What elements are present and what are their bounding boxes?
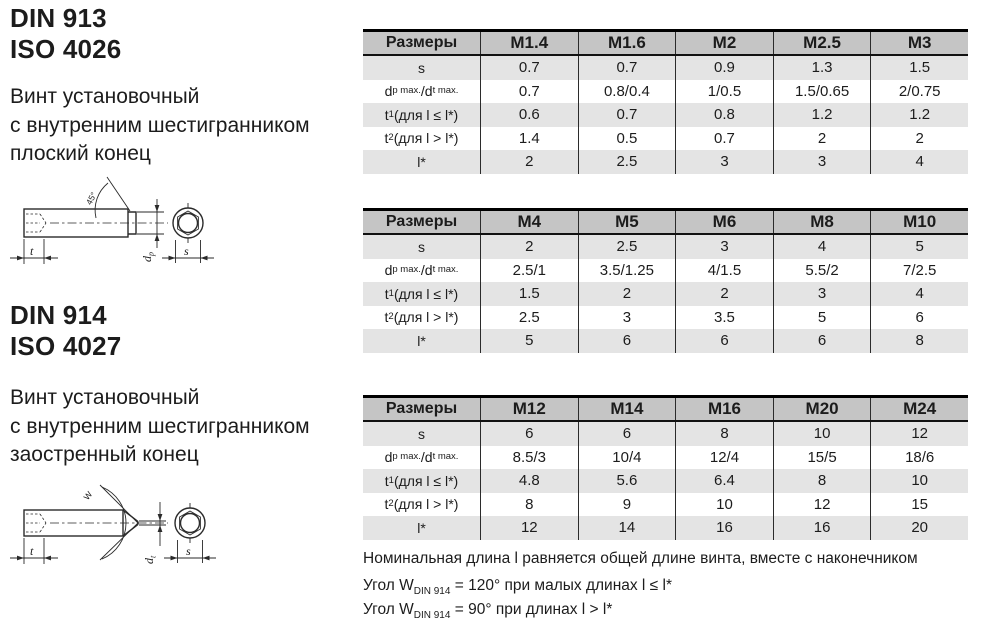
row-label: t 2 (для l > l*) <box>384 309 459 326</box>
column-header-size: M1.4 <box>480 32 578 54</box>
t-dimension <box>10 538 58 564</box>
cell-value: 2.5 <box>578 235 676 259</box>
table-row <box>363 80 968 104</box>
dim-label-s: s <box>186 544 191 558</box>
cell-value: 4 <box>773 235 871 259</box>
cell-value: 16 <box>675 516 773 540</box>
table-row <box>363 306 968 330</box>
table-header-row <box>363 208 968 235</box>
description-line: с внутренним шестигранником <box>10 113 310 137</box>
table-header-row <box>363 29 968 56</box>
row-label: t 1 (для l ≤ l*) <box>384 472 459 489</box>
set-screw-flat-point-drawing <box>0 172 250 277</box>
cell-value: 10 <box>773 422 871 446</box>
cell-value: 1.5/0.65 <box>773 80 871 104</box>
cell-value: 8 <box>675 422 773 446</box>
angle-45-label: 45° <box>83 190 99 207</box>
column-header-size: M10 <box>870 211 968 233</box>
standard-heading-din913 <box>10 3 360 65</box>
cell-value: 12 <box>480 516 578 540</box>
chamfer-angle-annotation <box>84 177 130 218</box>
subscript: DIN 914 <box>413 586 451 598</box>
standard-din-number: DIN 914 <box>10 300 107 330</box>
dimension-table-1 <box>363 29 968 174</box>
row-label: t 2 (для l > l*) <box>384 496 459 513</box>
cell-value: 0.9 <box>675 56 773 80</box>
table-header-row <box>363 395 968 422</box>
cell-value: 0.5 <box>578 127 676 151</box>
column-header-size: M1.6 <box>578 32 676 54</box>
table-row <box>363 103 968 127</box>
cell-value: 16 <box>773 516 871 540</box>
cell-value: 4/1.5 <box>675 259 773 283</box>
table-row <box>363 329 968 353</box>
row-label: t 2 (для l > l*) <box>384 130 459 147</box>
dt-dimension <box>139 502 166 564</box>
tables <box>363 0 968 628</box>
hex-socket-outline <box>178 211 199 235</box>
cell-value: 3.5 <box>675 306 773 330</box>
standard-iso-number: ISO 4026 <box>10 34 122 64</box>
cell-value: 2.5 <box>480 306 578 330</box>
row-label: s <box>418 425 425 442</box>
cell-value: 7/2.5 <box>870 259 968 283</box>
table-row <box>363 469 968 493</box>
cell-value: 4 <box>870 150 968 174</box>
cell-value: 12 <box>773 493 871 517</box>
column-header-size: M3 <box>870 32 968 54</box>
cell-value: 3 <box>675 235 773 259</box>
cell-value: 6 <box>773 329 871 353</box>
table-title-cell: Размеры <box>385 34 458 51</box>
cell-value: 6 <box>578 422 676 446</box>
dim-label-t: t <box>30 244 34 258</box>
description-line: плоский конец <box>10 142 151 165</box>
note-nominal-length: Номинальная длина l равняется общей длине винта, вместе с наконечником <box>363 550 918 567</box>
standard-iso-number: ISO 4027 <box>10 331 122 361</box>
cell-value: 5.5/2 <box>773 259 871 283</box>
cell-value: 5 <box>480 329 578 353</box>
row-label: l* <box>417 519 426 536</box>
row-label: d p max. /d t max. <box>384 449 459 466</box>
column-header-size: M2.5 <box>773 32 871 54</box>
column-header-size: M24 <box>870 398 968 420</box>
cell-value: 2.5/1 <box>480 259 578 283</box>
cell-value: 8.5/3 <box>480 446 578 470</box>
cell-value: 1.5 <box>480 282 578 306</box>
cell-value: 8 <box>773 469 871 493</box>
note-angle-120: Угол $W_{DIN 914} = 120^\circ$ при малых длинах l ≤ l* <box>363 577 672 598</box>
table-row <box>363 127 968 151</box>
table-row <box>363 493 968 517</box>
table-row <box>363 516 968 540</box>
note-angle-90: Угол $W_{DIN 914} = 90^\circ$ при длинах l > l* <box>363 601 613 622</box>
cell-value: 18/6 <box>870 446 968 470</box>
table-row <box>363 422 968 446</box>
cell-value: 4.8 <box>480 469 578 493</box>
standard-din-number: DIN 913 <box>10 3 107 33</box>
cell-value: 2 <box>480 235 578 259</box>
column-header-size: M14 <box>578 398 676 420</box>
angle-w-label: W <box>81 489 95 502</box>
table-row <box>363 150 968 174</box>
cell-value: 15/5 <box>773 446 871 470</box>
cell-value: 1.2 <box>870 103 968 127</box>
hex-socket-outline <box>180 511 201 535</box>
cell-value: 3.5/1.25 <box>578 259 676 283</box>
cell-value: 0.8 <box>675 103 773 127</box>
s-dimension <box>164 540 216 563</box>
end-view <box>173 203 203 243</box>
row-label: d p max. /d t max. <box>384 262 459 279</box>
cone-angle-annotation <box>81 485 138 560</box>
cell-value: 8 <box>870 329 968 353</box>
cell-value: 1.3 <box>773 56 871 80</box>
column-header-size: M5 <box>578 211 676 233</box>
table-row <box>363 235 968 259</box>
cell-value: 10/4 <box>578 446 676 470</box>
t-dimension <box>10 239 58 264</box>
cell-value: 10 <box>870 469 968 493</box>
cell-value: 10 <box>675 493 773 517</box>
cell-value: 0.7 <box>675 127 773 151</box>
column-header-size: M4 <box>480 211 578 233</box>
cell-value: 6 <box>480 422 578 446</box>
cell-value: 12 <box>870 422 968 446</box>
cell-value: 1/0.5 <box>675 80 773 104</box>
row-label: t 1 (для l ≤ l*) <box>384 285 459 302</box>
s-dimension <box>162 240 214 263</box>
cell-value: 2 <box>870 127 968 151</box>
row-label: s <box>418 59 425 76</box>
cell-value: 1.5 <box>870 56 968 80</box>
column-header-size: M2 <box>675 32 773 54</box>
cell-value: 2/0.75 <box>870 80 968 104</box>
cell-value: 5.6 <box>578 469 676 493</box>
cell-value: 3 <box>773 282 871 306</box>
cell-value: 9 <box>578 493 676 517</box>
column-header-size: M16 <box>675 398 773 420</box>
cell-value: 3 <box>675 150 773 174</box>
cell-value: 6 <box>675 329 773 353</box>
cell-value: 2.5 <box>578 150 676 174</box>
cell-value: 0.7 <box>578 103 676 127</box>
cell-value: 8 <box>480 493 578 517</box>
row-label: t 1 (для l ≤ l*) <box>384 106 459 123</box>
hex-socket-hidden-lines <box>26 514 46 532</box>
description-line: Винт установочный <box>10 85 200 108</box>
cell-value: 6 <box>578 329 676 353</box>
dp-dimension <box>137 199 164 262</box>
table-row <box>363 259 968 283</box>
cell-value: 3 <box>578 306 676 330</box>
description-line: заостренный конец <box>10 443 199 466</box>
cell-value: 5 <box>870 235 968 259</box>
description-flat-point <box>10 83 360 169</box>
cell-value: 3 <box>773 150 871 174</box>
column-header-size: M20 <box>773 398 871 420</box>
row-label: l* <box>417 153 426 170</box>
dimension-table-3 <box>363 395 968 540</box>
cell-value: 12/4 <box>675 446 773 470</box>
cell-value: 0.7 <box>578 56 676 80</box>
cell-value: 2 <box>675 282 773 306</box>
set-screw-cone-point-drawing <box>0 476 250 581</box>
cell-value: 0.6 <box>480 103 578 127</box>
dimension-table-2 <box>363 208 968 353</box>
dim-label-dp: $d_p$ <box>140 252 156 262</box>
cell-value: 4 <box>870 282 968 306</box>
dim-label-dt: $d_t$ <box>142 555 158 564</box>
table-row <box>363 56 968 80</box>
cell-value: 20 <box>870 516 968 540</box>
end-view <box>175 503 205 543</box>
description-line: Винт установочный <box>10 386 200 409</box>
cell-value: 0.8/0.4 <box>578 80 676 104</box>
column-header-size: M12 <box>480 398 578 420</box>
cell-value: 2 <box>773 127 871 151</box>
cell-value: 5 <box>773 306 871 330</box>
table-title-cell: Размеры <box>385 400 458 417</box>
description-cone-point <box>10 384 360 470</box>
cell-value: 2 <box>578 282 676 306</box>
cell-value: 1.4 <box>480 127 578 151</box>
table-row <box>363 282 968 306</box>
cell-value: 0.7 <box>480 80 578 104</box>
dim-label-s: s <box>184 244 189 258</box>
row-label: s <box>418 238 425 255</box>
cell-value: 2 <box>480 150 578 174</box>
column-header-size: M8 <box>773 211 871 233</box>
cell-value: 0.7 <box>480 56 578 80</box>
column-header-size: M6 <box>675 211 773 233</box>
standard-heading-din914 <box>10 300 360 362</box>
description-line: с внутренним шестигранником <box>10 414 310 438</box>
cell-value: 6 <box>870 306 968 330</box>
row-label: l* <box>417 332 426 349</box>
row-label: d p max. /d t max. <box>384 83 459 100</box>
cell-value: 14 <box>578 516 676 540</box>
hex-socket-hidden-lines <box>26 214 46 232</box>
cell-value: 1.2 <box>773 103 871 127</box>
subscript: DIN 914 <box>413 610 451 622</box>
dim-label-t: t <box>30 544 34 558</box>
table-title-cell: Размеры <box>385 213 458 230</box>
cell-value: 6.4 <box>675 469 773 493</box>
cell-value: 15 <box>870 493 968 517</box>
table-row <box>363 446 968 470</box>
